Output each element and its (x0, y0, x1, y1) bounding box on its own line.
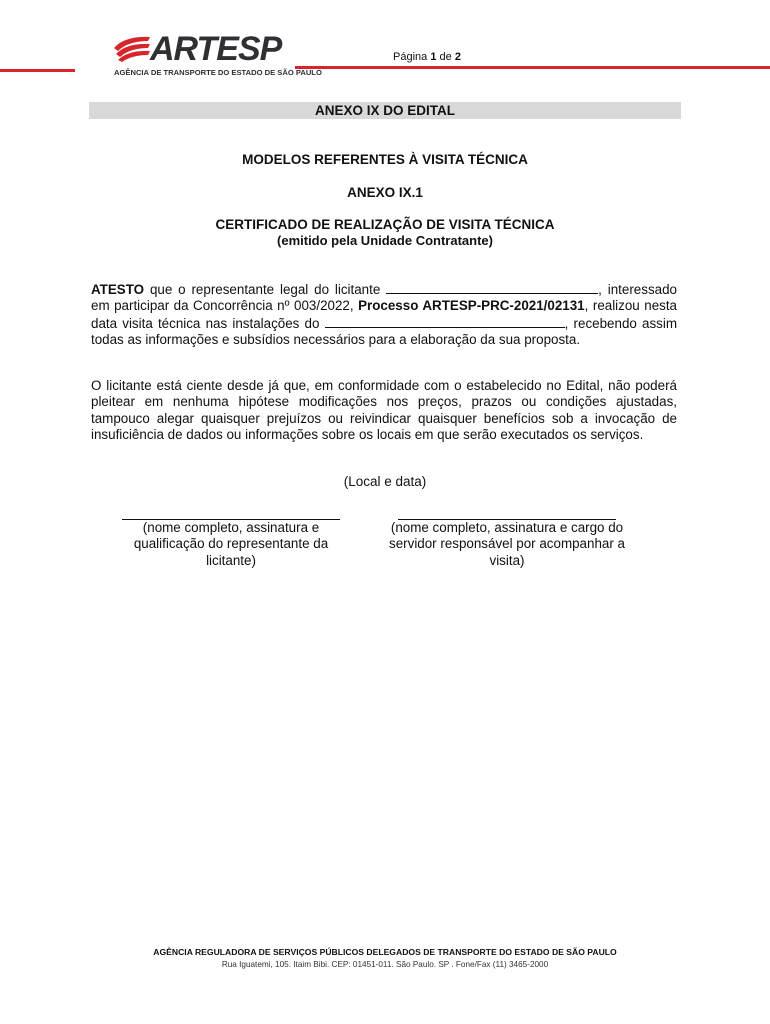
signature-left-caption: (nome completo, assinatura e qualificação do representante da licitante) (133, 520, 329, 568)
logo-stripes-icon (112, 34, 152, 62)
bidder-blank (386, 281, 598, 294)
heading-issuer: (emitido pela Unidade Contratante) (277, 233, 493, 248)
footer-agency: AGÊNCIA REGULADORA DE SERVIÇOS PÚBLICOS DELEGADOS DE TRANSPORTE DO ESTADO DE SÃO PAULO (153, 947, 617, 957)
logo-tagline: AGÊNCIA DE TRANSPORTE DO ESTADO DE SÃO PAULO (114, 68, 322, 77)
heading-certificate: CERTIFICADO DE REALIZAÇÃO DE VISITA TÉCNICA (215, 217, 555, 232)
signature-left (111, 519, 351, 569)
facility-blank (325, 315, 565, 328)
logo-brand: ARTESP (150, 30, 282, 68)
heading-annex: ANEXO IX.1 (347, 185, 423, 200)
signature-right-caption: (nome completo, assinatura e cargo do servidor responsável por acompanhar a visita) (389, 520, 625, 568)
footer-address: Rua Iguatemi, 105. Itaim Bibi. CEP: 01451-011. São Paulo. SP . Fone/Fax (11) 3465-2000 (221, 960, 549, 969)
notice-paragraph: O licitante está ciente desde já que, em conformidade com o estabelecido no Edital, não poderá pleitear em nenhuma hipótese modificações nos preços, prazos ou condições ajustadas, tampouco alegar quaisquer prejuízos ou reivindicar quaisquer benefícios sob a invocação de insuficiência de dados ou informações sobre os locais em que serão executados os serviços. (91, 378, 677, 443)
heading-models: MODELOS REFERENTES À VISITA TÉCNICA (242, 152, 528, 167)
header-rule-right (295, 66, 770, 69)
place-date: (Local e data) (343, 474, 427, 489)
signature-right (387, 519, 627, 569)
annex-title-band: ANEXO IX DO EDITAL (89, 102, 681, 119)
page-number: Página 1 de 2 (393, 51, 461, 63)
header-rule-left (0, 69, 75, 72)
attest-paragraph: ATESTO que o representante legal do licitante , interessado em participar da Concorrência nº 003/2022, Processo ARTESP-PRC-2021/02131, realizou nesta data visita técnica nas instalações do , recebendo assim todas as informações e subsídios necessários para a elaboração da sua proposta. (91, 282, 678, 348)
artesp-logo (108, 30, 322, 80)
